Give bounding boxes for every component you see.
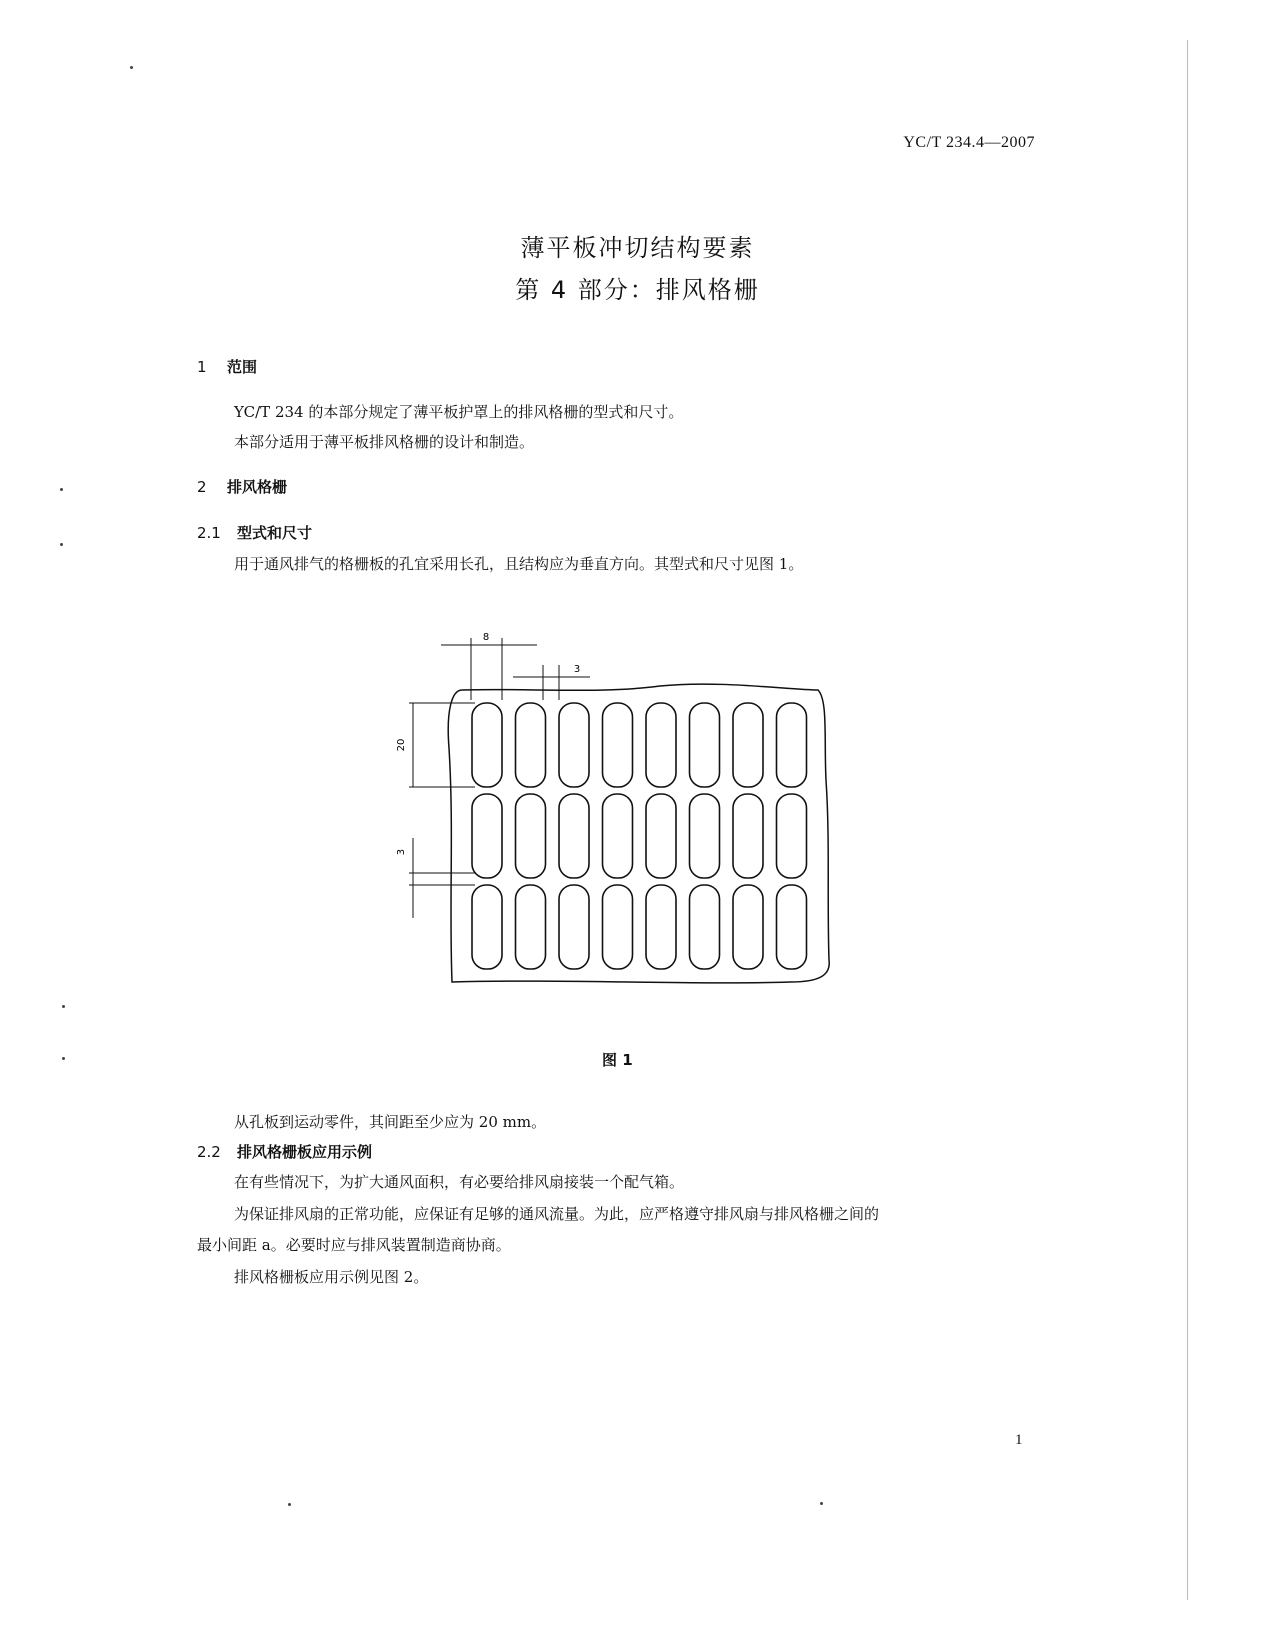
section-2-heading xyxy=(197,476,287,497)
scan-speck xyxy=(60,488,63,491)
dim-width-label: 8 xyxy=(482,632,490,643)
dim-vgap-label: 3 xyxy=(396,848,407,856)
scan-speck xyxy=(130,66,133,69)
section-title: 型式和尺寸 xyxy=(237,524,313,542)
figure-1-caption: 图 1 xyxy=(602,1051,633,1069)
grille-slot xyxy=(646,885,676,969)
section-2-1-heading xyxy=(197,522,312,543)
dim-height-label: 20 xyxy=(396,738,407,752)
grille-slot xyxy=(690,703,720,787)
grille-slot xyxy=(733,703,763,787)
grille-slot xyxy=(516,703,546,787)
section-number: 2 xyxy=(197,478,207,496)
scan-speck xyxy=(62,1005,65,1008)
grille-slot xyxy=(603,794,633,878)
paragraph: 从孔板到运动零件，其间距至少应为 20 mm。 xyxy=(234,1113,547,1131)
paragraph: 在有些情况下，为扩大通风面积，有必要给排风扇接装一个配气箱。 xyxy=(234,1173,685,1191)
scan-speck xyxy=(60,543,63,546)
dim-vgap xyxy=(409,838,475,918)
document-title: 薄平板冲切结构要素 xyxy=(520,234,755,262)
grille-slot xyxy=(603,885,633,969)
section-number: 1 xyxy=(197,358,207,376)
grille-slot xyxy=(559,885,589,969)
grille-slot xyxy=(472,703,502,787)
grille-slot xyxy=(777,794,807,878)
grille-slot xyxy=(516,885,546,969)
plate-outline xyxy=(448,684,829,983)
paragraph: 用于通风排气的格栅板的孔宜采用长孔，且结构应为垂直方向。其型式和尺寸见图 1。 xyxy=(234,555,804,573)
section-title: 范围 xyxy=(227,358,258,376)
dim-gap-label: 3 xyxy=(573,664,581,675)
section-2-2-heading xyxy=(197,1141,372,1162)
section-title: 排风格栅板应用示例 xyxy=(237,1143,373,1161)
section-title: 排风格栅 xyxy=(227,478,288,496)
document-subtitle: 第 4 部分：排风格栅 xyxy=(515,276,760,304)
figure-1-grille-drawing xyxy=(390,625,850,1000)
grille-slot xyxy=(646,794,676,878)
paragraph: YC/T 234 的本部分规定了薄平板护罩上的排风格栅的型式和尺寸。 xyxy=(234,403,684,421)
paragraph: 排风格栅板应用示例见图 2。 xyxy=(234,1268,429,1286)
grille-slot xyxy=(733,794,763,878)
section-number: 2.1 xyxy=(197,524,221,542)
grille-slot xyxy=(777,885,807,969)
grille-slot xyxy=(646,703,676,787)
grille-slot xyxy=(472,794,502,878)
grille-slot xyxy=(559,703,589,787)
dim-width xyxy=(441,638,537,700)
scan-speck xyxy=(820,1502,823,1505)
section-number: 2.2 xyxy=(197,1143,221,1161)
grille-slot xyxy=(472,885,502,969)
standard-number: YC/T 234.4—2007 xyxy=(903,134,1035,151)
grille-slot xyxy=(733,885,763,969)
grille-slot xyxy=(777,703,807,787)
grille-slot xyxy=(603,703,633,787)
scan-speck xyxy=(62,1057,65,1060)
grille-slot xyxy=(690,794,720,878)
dim-height xyxy=(409,703,475,787)
grille-slot xyxy=(559,794,589,878)
grille-slot xyxy=(690,885,720,969)
section-1-heading xyxy=(197,356,257,377)
page-number: 1 xyxy=(1015,1432,1023,1448)
paragraph-continued: 最小间距 a。必要时应与排风装置制造商协商。 xyxy=(197,1236,511,1254)
paragraph: 为保证排风扇的正常功能，应保证有足够的通风流量。为此，应严格遵守排风扇与排风格栅之间的 xyxy=(234,1205,880,1223)
paragraph: 本部分适用于薄平板排风格栅的设计和制造。 xyxy=(234,433,535,451)
scan-speck xyxy=(288,1503,291,1506)
slot-grid xyxy=(472,703,807,969)
grille-slot xyxy=(516,794,546,878)
